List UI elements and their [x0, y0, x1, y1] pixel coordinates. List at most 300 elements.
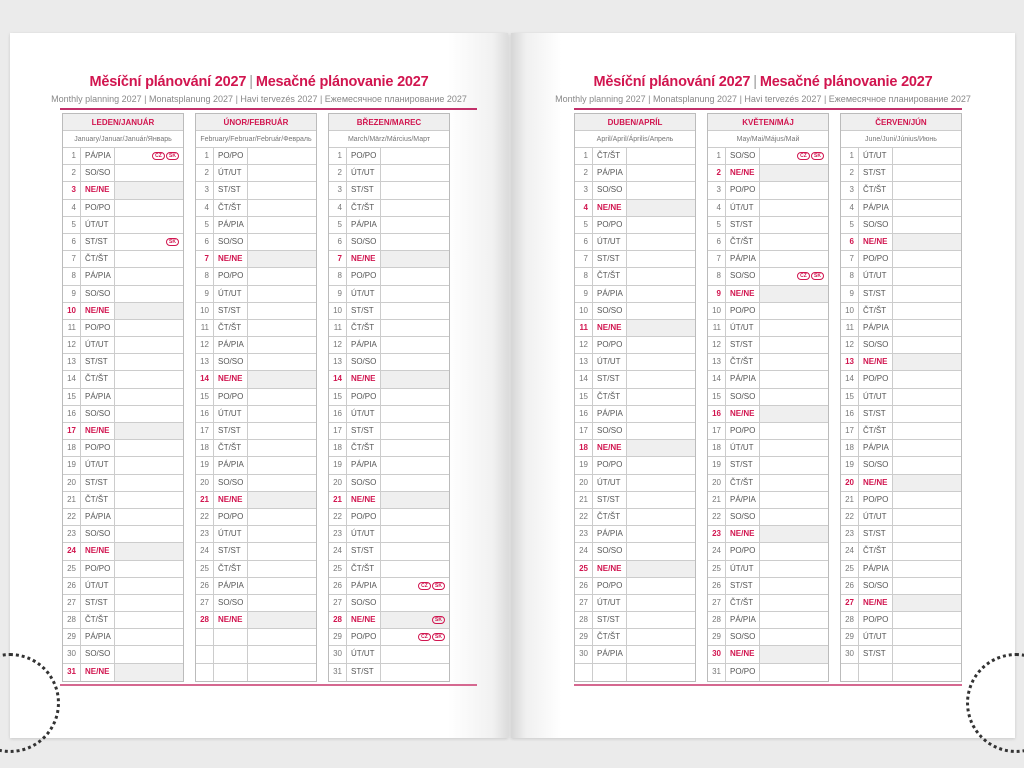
notes-cell[interactable] [248, 543, 316, 559]
day-row [841, 440, 961, 457]
notes-cell[interactable] [381, 337, 449, 353]
day-row [329, 389, 449, 406]
notes-cell[interactable] [893, 664, 961, 681]
notes-cell[interactable] [381, 303, 449, 319]
day-row [841, 320, 961, 337]
day-number: 2 [63, 165, 81, 181]
notes-cell[interactable] [760, 165, 828, 181]
notes-cell[interactable] [760, 286, 828, 302]
notes-cell[interactable] [627, 526, 695, 542]
notes-cell[interactable] [381, 423, 449, 439]
notes-cell[interactable] [115, 389, 183, 405]
day-number: 25 [63, 561, 81, 577]
notes-cell[interactable] [893, 595, 961, 611]
title-separator: | [753, 74, 757, 90]
notes-cell[interactable] [893, 423, 961, 439]
day-number: 21 [329, 492, 347, 508]
day-number: 23 [575, 526, 593, 542]
notes-cell[interactable] [248, 406, 316, 422]
day-number: 20 [196, 475, 214, 491]
day-name: ČT/ŠT [81, 251, 115, 267]
day-row [575, 578, 695, 595]
day-name: ST/ST [726, 457, 760, 473]
notes-cell[interactable] [627, 217, 695, 233]
notes-cell[interactable] [893, 234, 961, 250]
notes-cell[interactable] [248, 457, 316, 473]
notes-cell[interactable] [248, 612, 316, 628]
notes-cell[interactable] [893, 578, 961, 594]
notes-cell[interactable] [248, 646, 316, 662]
notes-cell[interactable] [115, 612, 183, 628]
notes-cell[interactable] [381, 543, 449, 559]
notes-cell[interactable] [248, 629, 316, 645]
day-name: ST/ST [81, 475, 115, 491]
day-name: ST/ST [726, 578, 760, 594]
day-number: 21 [196, 492, 214, 508]
notes-cell[interactable] [627, 182, 695, 198]
day-row [708, 286, 828, 303]
notes-cell[interactable] [248, 423, 316, 439]
day-name: ST/ST [593, 251, 627, 267]
notes-cell[interactable] [760, 148, 828, 164]
day-number: 2 [708, 165, 726, 181]
notes-cell[interactable] [893, 406, 961, 422]
day-row [841, 165, 961, 182]
day-name: ST/ST [859, 165, 893, 181]
notes-cell[interactable] [248, 200, 316, 216]
day-name: ČT/ŠT [347, 200, 381, 216]
notes-cell[interactable] [381, 509, 449, 525]
notes-cell[interactable] [248, 354, 316, 370]
notes-cell[interactable] [627, 200, 695, 216]
notes-cell[interactable] [381, 664, 449, 681]
day-row [575, 200, 695, 217]
notes-cell[interactable] [115, 595, 183, 611]
notes-cell[interactable] [381, 234, 449, 250]
notes-cell[interactable] [627, 629, 695, 645]
day-name: ÚT/UT [726, 561, 760, 577]
day-name: ČT/ŠT [726, 234, 760, 250]
notes-cell[interactable] [248, 664, 316, 681]
notes-cell[interactable] [115, 303, 183, 319]
day-number: 8 [708, 268, 726, 284]
notes-cell[interactable] [627, 664, 695, 681]
notes-cell[interactable] [381, 251, 449, 267]
notes-cell[interactable] [760, 492, 828, 508]
notes-cell[interactable] [760, 646, 828, 662]
notes-cell[interactable] [627, 543, 695, 559]
notes-cell[interactable] [627, 578, 695, 594]
notes-cell[interactable] [248, 492, 316, 508]
day-row [196, 543, 316, 560]
page-title [511, 74, 1015, 90]
notes-cell[interactable] [115, 337, 183, 353]
day-row [708, 664, 828, 681]
day-name: PÁ/PIA [347, 337, 381, 353]
notes-cell[interactable] [115, 543, 183, 559]
day-number: 7 [329, 251, 347, 267]
notes-cell[interactable] [115, 475, 183, 491]
notes-cell[interactable] [248, 251, 316, 267]
day-name: PÁ/PIA [859, 561, 893, 577]
notes-cell[interactable] [893, 371, 961, 387]
notes-cell[interactable] [248, 217, 316, 233]
day-name: ÚT/UT [347, 526, 381, 542]
notes-cell[interactable] [115, 646, 183, 662]
notes-cell[interactable] [115, 440, 183, 456]
notes-cell[interactable] [248, 286, 316, 302]
day-row [329, 337, 449, 354]
day-name: ÚT/UT [347, 646, 381, 662]
day-number: 23 [63, 526, 81, 542]
notes-cell[interactable] [760, 543, 828, 559]
notes-cell[interactable] [760, 423, 828, 439]
notes-cell[interactable] [627, 423, 695, 439]
day-name: PÁ/PIA [593, 646, 627, 662]
page-title [10, 74, 508, 90]
day-row [575, 629, 695, 646]
notes-cell[interactable] [760, 268, 828, 284]
day-row [575, 234, 695, 251]
notes-cell[interactable] [115, 320, 183, 336]
notes-cell[interactable] [760, 664, 828, 681]
notes-cell[interactable] [248, 148, 316, 164]
notes-cell[interactable] [627, 406, 695, 422]
notes-cell[interactable] [760, 457, 828, 473]
notes-cell[interactable] [893, 475, 961, 491]
notes-cell[interactable] [893, 543, 961, 559]
day-name: PÁ/PIA [859, 440, 893, 456]
notes-cell[interactable] [893, 286, 961, 302]
notes-cell[interactable] [115, 268, 183, 284]
notes-cell[interactable] [115, 251, 183, 267]
notes-cell[interactable] [115, 526, 183, 542]
notes-cell[interactable] [381, 475, 449, 491]
notes-cell[interactable] [760, 320, 828, 336]
notes-cell[interactable] [893, 629, 961, 645]
day-number: 15 [708, 389, 726, 405]
notes-cell[interactable] [627, 492, 695, 508]
day-number: 12 [196, 337, 214, 353]
month-table-june [840, 113, 962, 682]
day-row [329, 578, 449, 595]
notes-cell[interactable] [115, 406, 183, 422]
day-number: 9 [329, 286, 347, 302]
notes-cell[interactable] [760, 217, 828, 233]
notes-cell[interactable] [893, 509, 961, 525]
notes-cell[interactable] [627, 320, 695, 336]
notes-cell[interactable] [627, 303, 695, 319]
notes-cell[interactable] [381, 165, 449, 181]
day-row [63, 543, 183, 560]
notes-cell[interactable] [248, 303, 316, 319]
day-name: NE/NE [859, 595, 893, 611]
notes-cell[interactable] [627, 595, 695, 611]
notes-cell[interactable] [760, 200, 828, 216]
notes-cell[interactable] [627, 165, 695, 181]
day-number: 3 [841, 182, 859, 198]
day-number: 21 [63, 492, 81, 508]
day-row [708, 457, 828, 474]
notes-cell[interactable] [760, 561, 828, 577]
day-number: 16 [196, 406, 214, 422]
notes-cell[interactable] [381, 595, 449, 611]
notes-cell[interactable] [248, 440, 316, 456]
notes-cell[interactable] [627, 148, 695, 164]
day-row [329, 234, 449, 251]
notes-cell[interactable] [381, 578, 449, 594]
notes-cell[interactable] [381, 561, 449, 577]
notes-cell[interactable] [115, 354, 183, 370]
notes-cell[interactable] [760, 612, 828, 628]
day-name: ST/ST [726, 337, 760, 353]
notes-cell[interactable] [760, 629, 828, 645]
month-name: KVĚTEN/MÁJ [708, 114, 828, 131]
notes-cell[interactable] [381, 389, 449, 405]
notes-cell[interactable] [115, 457, 183, 473]
notes-cell[interactable] [115, 423, 183, 439]
day-name: PÁ/PIA [726, 371, 760, 387]
notes-cell[interactable] [893, 320, 961, 336]
notes-cell[interactable] [893, 148, 961, 164]
notes-cell[interactable] [893, 165, 961, 181]
holiday-badge-cz: CZ [418, 582, 431, 590]
notes-cell[interactable] [381, 182, 449, 198]
month-name: LEDEN/JANUÁR [63, 114, 183, 131]
notes-cell[interactable] [760, 389, 828, 405]
notes-cell[interactable] [893, 268, 961, 284]
day-number: 29 [841, 629, 859, 645]
notes-cell[interactable] [760, 251, 828, 267]
day-row [196, 389, 316, 406]
notes-cell[interactable] [627, 234, 695, 250]
day-row [329, 440, 449, 457]
day-number: 11 [841, 320, 859, 336]
notes-cell[interactable] [248, 509, 316, 525]
notes-cell[interactable] [381, 629, 449, 645]
notes-cell[interactable] [627, 561, 695, 577]
notes-cell[interactable] [627, 337, 695, 353]
day-number: 25 [575, 561, 593, 577]
day-row [708, 337, 828, 354]
notes-cell[interactable] [115, 664, 183, 681]
notes-cell[interactable] [381, 440, 449, 456]
notes-cell[interactable] [248, 595, 316, 611]
day-number: 3 [196, 182, 214, 198]
day-number: 25 [841, 561, 859, 577]
notes-cell[interactable] [893, 389, 961, 405]
notes-cell[interactable] [381, 200, 449, 216]
day-number: 10 [575, 303, 593, 319]
day-name: NE/NE [347, 371, 381, 387]
notes-cell[interactable] [627, 509, 695, 525]
notes-cell[interactable] [248, 561, 316, 577]
day-row [708, 440, 828, 457]
notes-cell[interactable] [760, 595, 828, 611]
notes-cell[interactable] [893, 561, 961, 577]
day-number: 31 [329, 664, 347, 681]
month-table-may [707, 113, 829, 682]
day-name: SO/SO [593, 182, 627, 198]
day-name: ST/ST [347, 664, 381, 681]
notes-cell[interactable] [627, 251, 695, 267]
notes-cell[interactable] [381, 371, 449, 387]
notes-cell[interactable] [760, 337, 828, 353]
day-number: 1 [329, 148, 347, 164]
notes-cell[interactable] [381, 148, 449, 164]
day-row [63, 251, 183, 268]
notes-cell[interactable] [760, 234, 828, 250]
notes-cell[interactable] [381, 526, 449, 542]
day-number: 14 [329, 371, 347, 387]
notes-cell[interactable] [248, 389, 316, 405]
notes-cell[interactable] [893, 303, 961, 319]
notes-cell[interactable] [893, 646, 961, 662]
day-name [593, 664, 627, 681]
notes-cell[interactable] [627, 268, 695, 284]
notes-cell[interactable] [893, 492, 961, 508]
notes-cell[interactable] [248, 371, 316, 387]
notes-cell[interactable] [627, 389, 695, 405]
notes-cell[interactable] [893, 337, 961, 353]
day-number: 7 [841, 251, 859, 267]
notes-cell[interactable] [115, 578, 183, 594]
day-row [329, 182, 449, 199]
day-name: ČT/ŠT [593, 389, 627, 405]
notes-cell[interactable] [760, 475, 828, 491]
notes-cell[interactable] [381, 406, 449, 422]
notes-cell[interactable] [381, 320, 449, 336]
day-number: 17 [63, 423, 81, 439]
day-row [63, 337, 183, 354]
day-row [708, 389, 828, 406]
notes-cell[interactable] [627, 371, 695, 387]
notes-cell[interactable] [115, 629, 183, 645]
notes-cell[interactable] [760, 578, 828, 594]
notes-cell[interactable] [248, 234, 316, 250]
day-number: 10 [63, 303, 81, 319]
day-row [575, 165, 695, 182]
day-row [841, 629, 961, 646]
notes-cell[interactable] [248, 182, 316, 198]
day-number: 2 [196, 165, 214, 181]
day-name: SO/SO [214, 234, 248, 250]
notes-cell[interactable] [893, 440, 961, 456]
notes-cell[interactable] [893, 457, 961, 473]
notes-cell[interactable] [627, 457, 695, 473]
day-name: ÚT/UT [859, 268, 893, 284]
day-number: 13 [575, 354, 593, 370]
notes-cell[interactable] [627, 612, 695, 628]
notes-cell[interactable] [893, 251, 961, 267]
day-name: NE/NE [726, 646, 760, 662]
day-name: NE/NE [214, 612, 248, 628]
notes-cell[interactable] [115, 561, 183, 577]
notes-cell[interactable] [760, 509, 828, 525]
notes-cell[interactable] [760, 526, 828, 542]
day-name: SO/SO [347, 595, 381, 611]
notes-cell[interactable] [627, 354, 695, 370]
notes-cell[interactable] [760, 371, 828, 387]
day-row [196, 492, 316, 509]
day-row [708, 268, 828, 285]
notes-cell[interactable] [248, 337, 316, 353]
day-name: ČT/ŠT [347, 320, 381, 336]
notes-cell[interactable] [115, 509, 183, 525]
notes-cell[interactable] [248, 320, 316, 336]
notes-cell[interactable] [381, 354, 449, 370]
notes-cell[interactable] [381, 646, 449, 662]
notes-cell[interactable] [893, 217, 961, 233]
notes-cell[interactable] [248, 165, 316, 181]
notes-cell[interactable] [248, 268, 316, 284]
notes-cell[interactable] [381, 217, 449, 233]
day-number: 28 [841, 612, 859, 628]
day-number: 29 [575, 629, 593, 645]
notes-cell[interactable] [381, 286, 449, 302]
notes-cell[interactable] [115, 286, 183, 302]
notes-cell[interactable] [760, 406, 828, 422]
notes-cell[interactable] [248, 475, 316, 491]
day-row [196, 303, 316, 320]
notes-cell[interactable] [760, 440, 828, 456]
notes-cell[interactable] [893, 354, 961, 370]
day-name: ÚT/UT [81, 217, 115, 233]
notes-cell[interactable] [115, 182, 183, 198]
day-name: SO/SO [726, 629, 760, 645]
day-row [329, 406, 449, 423]
notes-cell[interactable] [381, 492, 449, 508]
notes-cell[interactable] [760, 303, 828, 319]
notes-cell[interactable] [627, 286, 695, 302]
notes-cell[interactable] [627, 440, 695, 456]
notes-cell[interactable] [115, 200, 183, 216]
day-row [708, 492, 828, 509]
day-row [708, 509, 828, 526]
day-row [196, 595, 316, 612]
notes-cell[interactable] [381, 457, 449, 473]
notes-cell[interactable] [248, 578, 316, 594]
notes-cell[interactable] [893, 612, 961, 628]
notes-cell[interactable] [381, 612, 449, 628]
notes-cell[interactable] [115, 217, 183, 233]
day-name: PÁ/PIA [81, 509, 115, 525]
notes-cell[interactable] [627, 475, 695, 491]
notes-cell[interactable] [115, 165, 183, 181]
notes-cell[interactable] [893, 526, 961, 542]
notes-cell[interactable] [760, 182, 828, 198]
notes-cell[interactable] [115, 492, 183, 508]
day-name [214, 646, 248, 662]
day-row [196, 182, 316, 199]
day-name: SO/SO [214, 475, 248, 491]
notes-cell[interactable] [115, 371, 183, 387]
notes-cell[interactable] [381, 268, 449, 284]
notes-cell[interactable] [760, 354, 828, 370]
day-number: 21 [708, 492, 726, 508]
notes-cell[interactable] [248, 526, 316, 542]
notes-cell[interactable] [627, 646, 695, 662]
day-name: SO/SO [81, 286, 115, 302]
notes-cell[interactable] [893, 182, 961, 198]
notes-cell[interactable] [115, 148, 183, 164]
notes-cell[interactable] [115, 234, 183, 250]
day-number: 18 [196, 440, 214, 456]
day-name [214, 629, 248, 645]
notes-cell[interactable] [893, 200, 961, 216]
decorative-dotted-arc [0, 653, 60, 753]
day-number: 28 [329, 612, 347, 628]
